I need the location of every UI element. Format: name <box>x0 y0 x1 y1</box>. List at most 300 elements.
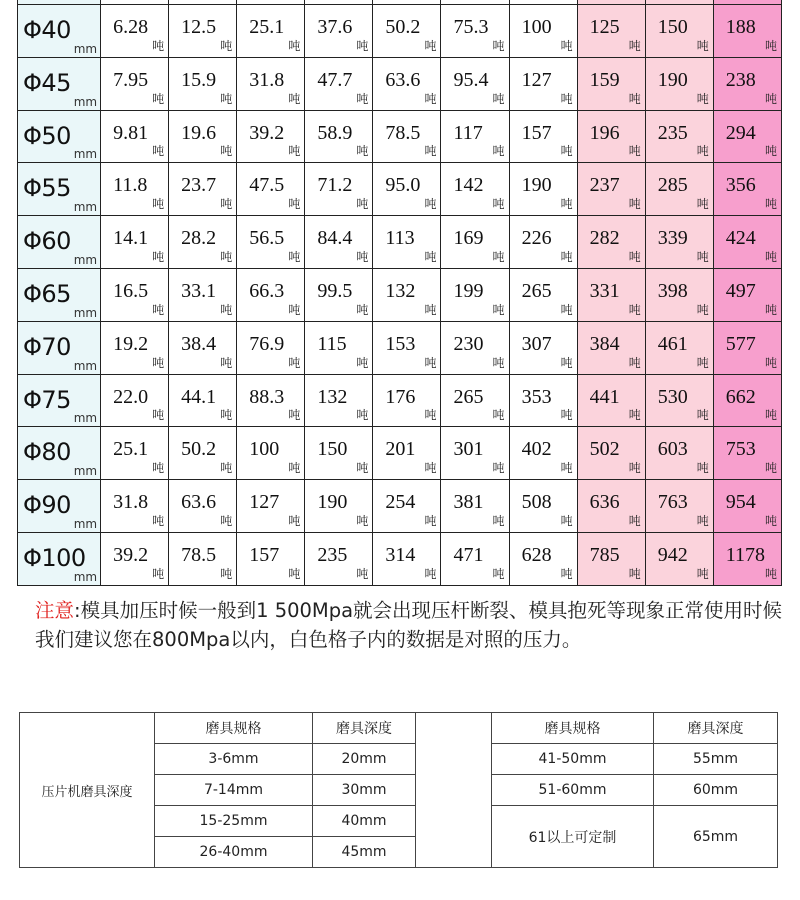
ton-unit: 吨 <box>628 355 641 370</box>
note-label: 注意 <box>35 599 75 622</box>
ton-unit: 吨 <box>152 249 165 264</box>
depth-cell: 40mm <box>313 806 416 837</box>
ton-unit: 吨 <box>356 91 369 106</box>
diameter-unit: mm <box>73 200 98 215</box>
ton-unit: 吨 <box>288 38 301 53</box>
tonnage-value: 71.2 <box>317 174 353 197</box>
ton-unit: 吨 <box>764 144 777 159</box>
ton-unit: 吨 <box>764 566 777 581</box>
tonnage-cell <box>713 321 781 374</box>
tonnage-cell <box>169 532 237 585</box>
diameter-unit: mm <box>73 358 98 373</box>
tonnage-value: 23.7 <box>181 174 217 197</box>
ton-unit: 吨 <box>152 408 165 423</box>
ton-unit: 吨 <box>696 91 709 106</box>
ton-unit: 吨 <box>560 566 573 581</box>
tonnage-cell <box>713 5 781 58</box>
tonnage-value: 56.5 <box>249 227 285 250</box>
tonnage-value: 44.1 <box>181 385 217 408</box>
ton-unit: 吨 <box>696 408 709 423</box>
tonnage-cell <box>509 110 577 163</box>
diameter-value: Φ80 <box>23 438 71 467</box>
ton-unit: 吨 <box>696 302 709 317</box>
pressure-table-body <box>18 0 782 585</box>
spec-cell: 61以上可定制 <box>492 806 654 868</box>
diameter-unit: mm <box>73 94 98 109</box>
tonnage-value: 942 <box>657 543 688 566</box>
tonnage-cell <box>577 480 645 533</box>
tonnage-value: 50.2 <box>385 16 421 38</box>
ton-unit: 吨 <box>492 408 505 423</box>
header-spec-right: 磨具规格 <box>492 713 654 744</box>
tonnage-cell <box>509 480 577 533</box>
diameter-unit: mm <box>73 411 98 426</box>
ton-unit: 吨 <box>492 461 505 476</box>
table-row <box>18 321 782 374</box>
ton-unit: 吨 <box>152 302 165 317</box>
tonnage-value: 95.4 <box>453 68 489 91</box>
tonnage-value: 237 <box>589 174 620 197</box>
tonnage-cell <box>169 5 237 58</box>
ton-unit: 吨 <box>628 408 641 423</box>
tonnage-value: 84.4 <box>317 227 353 250</box>
tonnage-cell <box>237 480 305 533</box>
depth-cell: 60mm <box>654 775 778 806</box>
ton-unit: 吨 <box>628 38 641 53</box>
tonnage-value: 265 <box>453 385 484 408</box>
ton-unit: 吨 <box>492 144 505 159</box>
tonnage-cell <box>169 57 237 110</box>
tonnage-value: 99.5 <box>317 279 353 302</box>
ton-unit: 吨 <box>560 91 573 106</box>
ton-unit: 吨 <box>424 302 437 317</box>
spacer-column <box>416 713 492 868</box>
table-row <box>18 427 782 480</box>
diameter-value: Φ40 <box>23 16 71 44</box>
tonnage-value: 530 <box>657 385 688 408</box>
tonnage-value: 381 <box>453 491 484 514</box>
ton-unit: 吨 <box>356 461 369 476</box>
ton-unit: 吨 <box>696 513 709 528</box>
ton-unit: 吨 <box>220 513 233 528</box>
diameter-unit: mm <box>73 516 98 531</box>
tonnage-cell <box>305 5 373 58</box>
tonnage-cell <box>509 374 577 427</box>
ton-unit: 吨 <box>560 513 573 528</box>
ton-unit: 吨 <box>492 566 505 581</box>
ton-unit: 吨 <box>424 408 437 423</box>
ton-unit: 吨 <box>288 513 301 528</box>
tonnage-value: 25.1 <box>249 16 285 38</box>
tonnage-value: 502 <box>589 438 620 461</box>
table-row <box>18 110 782 163</box>
tonnage-value: 113 <box>385 227 415 250</box>
tonnage-value: 497 <box>725 279 756 302</box>
diameter-value: Φ50 <box>23 121 71 150</box>
tonnage-value: 282 <box>589 227 620 250</box>
ton-unit: 吨 <box>424 249 437 264</box>
ton-unit: 吨 <box>152 91 165 106</box>
tonnage-value: 461 <box>657 332 688 355</box>
ton-unit: 吨 <box>288 144 301 159</box>
tonnage-cell <box>373 57 441 110</box>
ton-unit: 吨 <box>152 513 165 528</box>
tonnage-value: 33.1 <box>181 279 217 302</box>
ton-unit: 吨 <box>696 566 709 581</box>
ton-unit: 吨 <box>424 144 437 159</box>
ton-unit: 吨 <box>560 38 573 53</box>
ton-unit: 吨 <box>696 355 709 370</box>
tonnage-cell <box>237 110 305 163</box>
ton-unit: 吨 <box>492 513 505 528</box>
tonnage-cell <box>237 321 305 374</box>
tonnage-cell <box>305 57 373 110</box>
tonnage-cell <box>101 110 169 163</box>
spec-cell: 7-14mm <box>155 775 313 806</box>
tonnage-cell <box>441 110 509 163</box>
mold-depth-table <box>19 712 778 868</box>
diameter-unit: mm <box>73 41 98 56</box>
tonnage-cell <box>509 268 577 321</box>
tonnage-value: 356 <box>725 174 756 197</box>
tonnage-cell <box>373 5 441 58</box>
diameter-unit: mm <box>73 569 98 584</box>
tonnage-cell <box>101 480 169 533</box>
header-spec-left: 磨具规格 <box>155 713 313 744</box>
tonnage-value: 188 <box>725 16 756 38</box>
tonnage-cell <box>237 532 305 585</box>
tonnage-cell <box>101 427 169 480</box>
tonnage-value: 785 <box>589 543 620 566</box>
tonnage-value: 11.8 <box>113 174 148 197</box>
ton-unit: 吨 <box>356 566 369 581</box>
ton-unit: 吨 <box>288 355 301 370</box>
diameter-cell <box>18 57 101 110</box>
tonnage-value: 132 <box>317 385 348 408</box>
diameter-value: Φ60 <box>23 227 71 256</box>
tonnage-value: 265 <box>521 279 552 302</box>
tonnage-value: 75.3 <box>453 16 489 38</box>
tonnage-value: 78.5 <box>181 543 217 566</box>
tonnage-value: 150 <box>657 16 688 38</box>
tonnage-value: 31.8 <box>249 68 285 91</box>
spec-cell: 41-50mm <box>492 744 654 775</box>
tonnage-value: 238 <box>725 68 756 91</box>
tonnage-cell <box>441 5 509 58</box>
tonnage-value: 76.9 <box>249 332 285 355</box>
tonnage-cell <box>645 374 713 427</box>
pressure-table <box>17 0 782 586</box>
tonnage-cell <box>441 427 509 480</box>
tonnage-cell <box>237 268 305 321</box>
tonnage-cell <box>509 532 577 585</box>
tonnage-value: 37.6 <box>317 16 353 38</box>
tonnage-cell <box>645 532 713 585</box>
tonnage-cell <box>101 216 169 269</box>
tonnage-cell <box>713 480 781 533</box>
ton-unit: 吨 <box>220 249 233 264</box>
ton-unit: 吨 <box>628 197 641 212</box>
tonnage-value: 19.6 <box>181 121 217 144</box>
ton-unit: 吨 <box>696 461 709 476</box>
tonnage-value: 201 <box>385 438 416 461</box>
tonnage-cell <box>101 321 169 374</box>
ton-unit: 吨 <box>764 91 777 106</box>
ton-unit: 吨 <box>356 197 369 212</box>
tonnage-cell <box>645 427 713 480</box>
tonnage-cell <box>237 57 305 110</box>
tonnage-cell <box>169 427 237 480</box>
ton-unit: 吨 <box>560 197 573 212</box>
depth-cell: 55mm <box>654 744 778 775</box>
tonnage-cell <box>373 427 441 480</box>
ton-unit: 吨 <box>560 144 573 159</box>
ton-unit: 吨 <box>560 249 573 264</box>
tonnage-cell <box>577 110 645 163</box>
tonnage-cell <box>645 480 713 533</box>
ton-unit: 吨 <box>628 144 641 159</box>
tonnage-cell <box>305 480 373 533</box>
tonnage-cell <box>101 5 169 58</box>
tonnage-cell <box>577 57 645 110</box>
ton-unit: 吨 <box>288 302 301 317</box>
tonnage-cell <box>509 427 577 480</box>
diameter-cell <box>18 216 101 269</box>
tonnage-cell <box>577 321 645 374</box>
ton-unit: 吨 <box>764 513 777 528</box>
ton-unit: 吨 <box>356 249 369 264</box>
table-row <box>18 480 782 533</box>
ton-unit: 吨 <box>356 144 369 159</box>
tonnage-cell <box>645 57 713 110</box>
ton-unit: 吨 <box>696 38 709 53</box>
ton-unit: 吨 <box>288 408 301 423</box>
tonnage-cell <box>305 110 373 163</box>
tonnage-value: 235 <box>657 121 688 144</box>
ton-unit: 吨 <box>764 302 777 317</box>
tonnage-value: 9.81 <box>113 121 149 144</box>
ton-unit: 吨 <box>492 302 505 317</box>
tonnage-value: 314 <box>385 543 416 566</box>
tonnage-value: 50.2 <box>181 438 217 461</box>
ton-unit: 吨 <box>220 38 233 53</box>
ton-unit: 吨 <box>424 91 437 106</box>
ton-unit: 吨 <box>152 461 165 476</box>
tonnage-value: 226 <box>521 227 552 250</box>
ton-unit: 吨 <box>220 302 233 317</box>
tonnage-value: 125 <box>589 16 620 38</box>
spec-cell: 51-60mm <box>492 775 654 806</box>
tonnage-cell <box>101 57 169 110</box>
diameter-cell <box>18 427 101 480</box>
tonnage-cell <box>373 163 441 216</box>
diameter-cell <box>18 321 101 374</box>
depth-cell: 20mm <box>313 744 416 775</box>
spec-cell: 26-40mm <box>155 837 313 868</box>
ton-unit: 吨 <box>696 144 709 159</box>
tonnage-value: 254 <box>385 491 416 514</box>
tonnage-cell <box>101 268 169 321</box>
tonnage-value: 63.6 <box>385 68 421 91</box>
spec-cell: 3-6mm <box>155 744 313 775</box>
tonnage-value: 230 <box>453 332 484 355</box>
tonnage-value: 25.1 <box>113 438 149 461</box>
ton-unit: 吨 <box>152 38 165 53</box>
tonnage-value: 31.8 <box>113 491 149 514</box>
tonnage-value: 471 <box>453 543 484 566</box>
tonnage-value: 19.2 <box>113 332 149 355</box>
tonnage-cell <box>305 532 373 585</box>
ton-unit: 吨 <box>696 249 709 264</box>
table-row <box>18 374 782 427</box>
tonnage-cell <box>441 374 509 427</box>
tonnage-cell <box>373 374 441 427</box>
ton-unit: 吨 <box>628 461 641 476</box>
ton-unit: 吨 <box>288 91 301 106</box>
ton-unit: 吨 <box>220 355 233 370</box>
header-depth-left: 磨具深度 <box>313 713 416 744</box>
note-paragraph <box>35 596 785 654</box>
tonnage-cell <box>101 532 169 585</box>
diameter-cell <box>18 268 101 321</box>
tonnage-cell <box>509 216 577 269</box>
tonnage-cell <box>441 532 509 585</box>
tonnage-value: 190 <box>657 68 688 91</box>
tonnage-cell <box>305 163 373 216</box>
tonnage-value: 577 <box>725 332 756 355</box>
tonnage-value: 132 <box>385 279 416 302</box>
tonnage-cell <box>441 268 509 321</box>
tonnage-value: 22.0 <box>113 385 149 408</box>
table-row <box>18 532 782 585</box>
tonnage-value: 662 <box>725 385 756 408</box>
tonnage-cell <box>169 374 237 427</box>
tonnage-cell <box>645 163 713 216</box>
note-text: :模具加压时候一般到1 500Mpa就会出现压杆断裂、模具抱死等现象正常使用时候我们建议您在800Mpa以内，白色格子内的数据是对照的压力。 <box>35 599 783 651</box>
tonnage-value: 142 <box>453 174 484 197</box>
tonnage-cell <box>713 57 781 110</box>
ton-unit: 吨 <box>696 197 709 212</box>
tonnage-cell <box>101 163 169 216</box>
ton-unit: 吨 <box>628 302 641 317</box>
ton-unit: 吨 <box>152 355 165 370</box>
diameter-unit: mm <box>73 305 98 320</box>
ton-unit: 吨 <box>560 461 573 476</box>
ton-unit: 吨 <box>152 197 165 212</box>
tonnage-cell <box>577 427 645 480</box>
tonnage-value: 7.95 <box>113 68 149 91</box>
tonnage-cell <box>373 532 441 585</box>
tonnage-cell <box>509 163 577 216</box>
tonnage-value: 199 <box>453 279 484 302</box>
tonnage-value: 285 <box>657 174 688 197</box>
tonnage-cell <box>305 216 373 269</box>
diameter-value: Φ65 <box>23 279 71 308</box>
diameter-cell <box>18 5 101 58</box>
depth-cell: 45mm <box>313 837 416 868</box>
tonnage-cell <box>441 216 509 269</box>
ton-unit: 吨 <box>424 197 437 212</box>
tonnage-cell <box>237 216 305 269</box>
ton-unit: 吨 <box>628 513 641 528</box>
tonnage-value: 100 <box>249 438 280 461</box>
tonnage-value: 78.5 <box>385 121 421 144</box>
tonnage-value: 307 <box>521 332 552 355</box>
tonnage-cell <box>441 480 509 533</box>
tonnage-value: 636 <box>589 491 620 514</box>
tonnage-cell <box>237 5 305 58</box>
ton-unit: 吨 <box>492 38 505 53</box>
ton-unit: 吨 <box>220 408 233 423</box>
tonnage-cell <box>373 268 441 321</box>
ton-unit: 吨 <box>356 513 369 528</box>
tonnage-cell <box>577 532 645 585</box>
ton-unit: 吨 <box>288 566 301 581</box>
tonnage-value: 66.3 <box>249 279 285 302</box>
header-depth-right: 磨具深度 <box>654 713 778 744</box>
tonnage-cell <box>577 374 645 427</box>
ton-unit: 吨 <box>424 461 437 476</box>
ton-unit: 吨 <box>424 513 437 528</box>
tonnage-cell <box>101 374 169 427</box>
tonnage-cell <box>577 163 645 216</box>
tonnage-cell <box>509 57 577 110</box>
tonnage-value: 39.2 <box>249 121 285 144</box>
tonnage-value: 441 <box>589 385 620 408</box>
tonnage-cell <box>577 5 645 58</box>
tonnage-value: 15.9 <box>181 68 217 91</box>
depth-header-row <box>20 713 778 744</box>
tonnage-value: 235 <box>317 543 348 566</box>
tonnage-cell <box>441 57 509 110</box>
depth-cell: 65mm <box>654 806 778 868</box>
tonnage-cell <box>713 427 781 480</box>
tonnage-value: 176 <box>385 385 416 408</box>
tonnage-cell <box>169 321 237 374</box>
tonnage-cell <box>713 216 781 269</box>
tonnage-cell <box>441 321 509 374</box>
tonnage-cell <box>509 5 577 58</box>
tonnage-cell <box>713 110 781 163</box>
spec-cell: 15-25mm <box>155 806 313 837</box>
table-row <box>18 5 782 58</box>
ton-unit: 吨 <box>288 197 301 212</box>
tonnage-value: 753 <box>725 438 756 461</box>
tonnage-value: 58.9 <box>317 121 353 144</box>
diameter-cell <box>18 163 101 216</box>
ton-unit: 吨 <box>356 408 369 423</box>
ton-unit: 吨 <box>628 249 641 264</box>
ton-unit: 吨 <box>220 566 233 581</box>
ton-unit: 吨 <box>424 38 437 53</box>
ton-unit: 吨 <box>492 249 505 264</box>
tonnage-value: 88.3 <box>249 385 285 408</box>
tonnage-value: 159 <box>589 68 620 91</box>
tonnage-value: 157 <box>521 121 552 144</box>
tonnage-cell <box>305 427 373 480</box>
tonnage-value: 954 <box>725 491 756 514</box>
tonnage-cell <box>305 321 373 374</box>
tonnage-cell <box>373 110 441 163</box>
tonnage-cell <box>645 5 713 58</box>
tonnage-value: 169 <box>453 227 484 250</box>
diameter-cell <box>18 480 101 533</box>
tonnage-value: 157 <box>249 543 280 566</box>
diameter-unit: mm <box>73 252 98 267</box>
tonnage-cell <box>305 268 373 321</box>
tonnage-cell <box>713 163 781 216</box>
ton-unit: 吨 <box>356 302 369 317</box>
